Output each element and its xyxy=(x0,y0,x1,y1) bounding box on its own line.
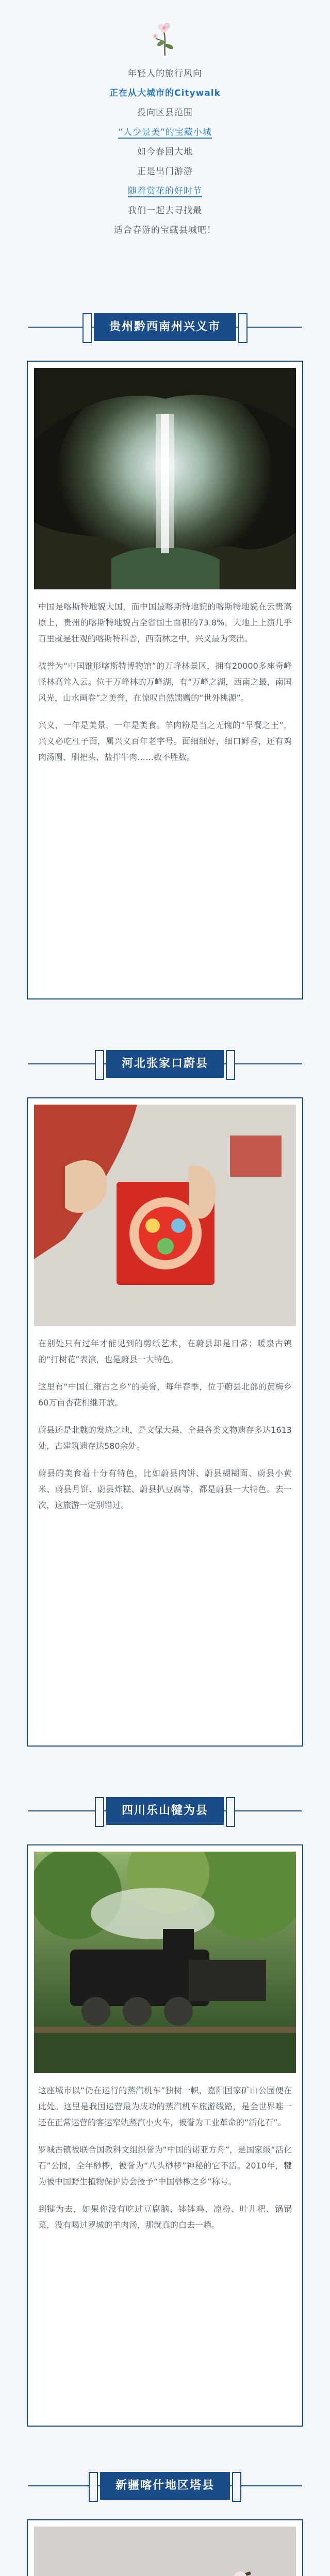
section-card-2 xyxy=(27,1097,303,1747)
section-banner-1 xyxy=(0,309,330,345)
section-body-3 xyxy=(28,2073,302,2249)
section-banner-4 xyxy=(0,2468,330,2504)
intro-line-5: 如今春回大地 xyxy=(137,147,193,157)
section-banner-2 xyxy=(0,1046,330,1082)
section-title-3: 四川乐山犍为县 xyxy=(106,1797,224,1825)
intro-line-1: 年轻人的旅行风向 xyxy=(128,69,202,79)
paper-cutting-photo xyxy=(34,1105,296,1326)
section-3-paragraph-3: 到犍为去，如果你没有吃过豆腐脑、钵钵鸡、凉粉、叶儿粑、锅锅菜，没有喝过罗城的羊肉汤，那就真的白去一趟。 xyxy=(38,2204,292,2230)
intro-line-8: 我们一起去寻找最 xyxy=(128,206,202,216)
intro-line-2 xyxy=(0,83,330,103)
apricot-blossom-photo xyxy=(34,2527,296,2576)
steam-train-photo xyxy=(34,1852,296,2073)
section-banner-3 xyxy=(0,1793,330,1829)
section-1-paragraph-1: 中国是喀斯特地貌大国，而中国最喀斯特地貌的喀斯特地貌在云贵高原上，贵州的喀斯特地貌占全省国土面积的73.8%，大地上上演几乎百里就是壮观的喀斯特科普，西南林之中，兴义最为突出。 xyxy=(38,602,292,643)
section-card-3 xyxy=(27,1844,303,2427)
intro-line-7-text: 随着赏花的好时节 xyxy=(128,186,202,196)
section-3-paragraph-2: 罗城古镇被联合国教科文组织誉为“中国的诺亚方舟”，是国家级“活化石”公园，全年桫椤，被誉为“八头桫椤”神秘的它不活。2010年，犍为被中国野生植物保护协会授予“中国桫椤之乡”称号。 xyxy=(38,2145,292,2187)
intro-line-9: 适合春游的宝藏县城吧！ xyxy=(114,225,216,235)
section-1-paragraph-2: 被誉为“中国锥形喀斯特博物馆”的万峰林景区，拥有20000多座奇峰怪林高耸入云。位于万峰林的万峰湖，有“万峰之湖，西南之最，南国风光，山水画卷”之美誉，在惊叹自然馈赠的“世外桃源”。 xyxy=(38,661,292,703)
section-title-4: 新疆喀什地区塔县 xyxy=(100,2472,230,2500)
section-2-paragraph-2: 这里有“中国仁雍古之乡”的美誉，每年春季，位于蔚县北部的黄梅乡60万亩杏花相继开放。 xyxy=(38,1382,292,1408)
section-body-2 xyxy=(28,1326,302,1530)
cave-waterfall-photo xyxy=(34,368,296,589)
flower-branch-icon xyxy=(148,21,182,57)
section-title-2: 河北张家口蔚县 xyxy=(106,1050,224,1078)
intro-line-6: 正是出门游游 xyxy=(137,166,193,177)
intro-line-4 xyxy=(0,123,330,142)
section-title-1: 贵州黔西南州兴义市 xyxy=(94,313,236,341)
section-card-4 xyxy=(27,2519,303,2576)
intro-line-4-text: “人少景美”的宝藏小城 xyxy=(118,127,212,138)
intro-line-7 xyxy=(0,181,330,201)
intro-line-3: 投向区县范围 xyxy=(137,108,193,118)
intro-line-2-text: 正在从大城市的Citywalk xyxy=(109,88,221,98)
section-1-paragraph-3: 兴义，一年是美景，一年是美食。羊肉粉是当之无愧的“早餐之王”，兴义必吃杠子面，属兴义百年老字号。面细细好，细口鲜香，还有鸡肉汤圆、刷把头、盐拌牛肉……数不胜数。 xyxy=(38,720,292,762)
section-card-1 xyxy=(27,361,303,999)
section-2-paragraph-3: 蔚县还是北魏的发迹之地，是文保大县，全县各类文物遗存多达1613处，古建筑遗存达580余处。 xyxy=(38,1425,292,1451)
section-3-paragraph-1: 这座城市以“仍在运行的蒸汽机车”独树一帜，嘉阳国家矿山公园便在此处。这里是我国运营最为成功的蒸汽机车旅游线路，是全世界唯一还在正常运营的客运窄轨蒸汽小火车，被誉为工业革命的“活化石”。 xyxy=(38,2086,292,2127)
intro-block xyxy=(0,21,330,240)
section-2-paragraph-4: 蔚县的美食着十分有特色，比如蔚县肉饼、蔚县糊糊面、蔚县小黄米、蔚县月饼、蔚县炸糕、蔚县扒豆腐等，都是蔚县一大特色。去一次，这旅游一定别错过。 xyxy=(38,1468,292,1510)
section-body-1 xyxy=(28,589,302,782)
section-2-paragraph-1: 在别处只有过年才能见到的剪纸艺术，在蔚县却是日常；暖泉古镇的“打树花”表演，也是蔚县一大特色。 xyxy=(38,1338,292,1364)
